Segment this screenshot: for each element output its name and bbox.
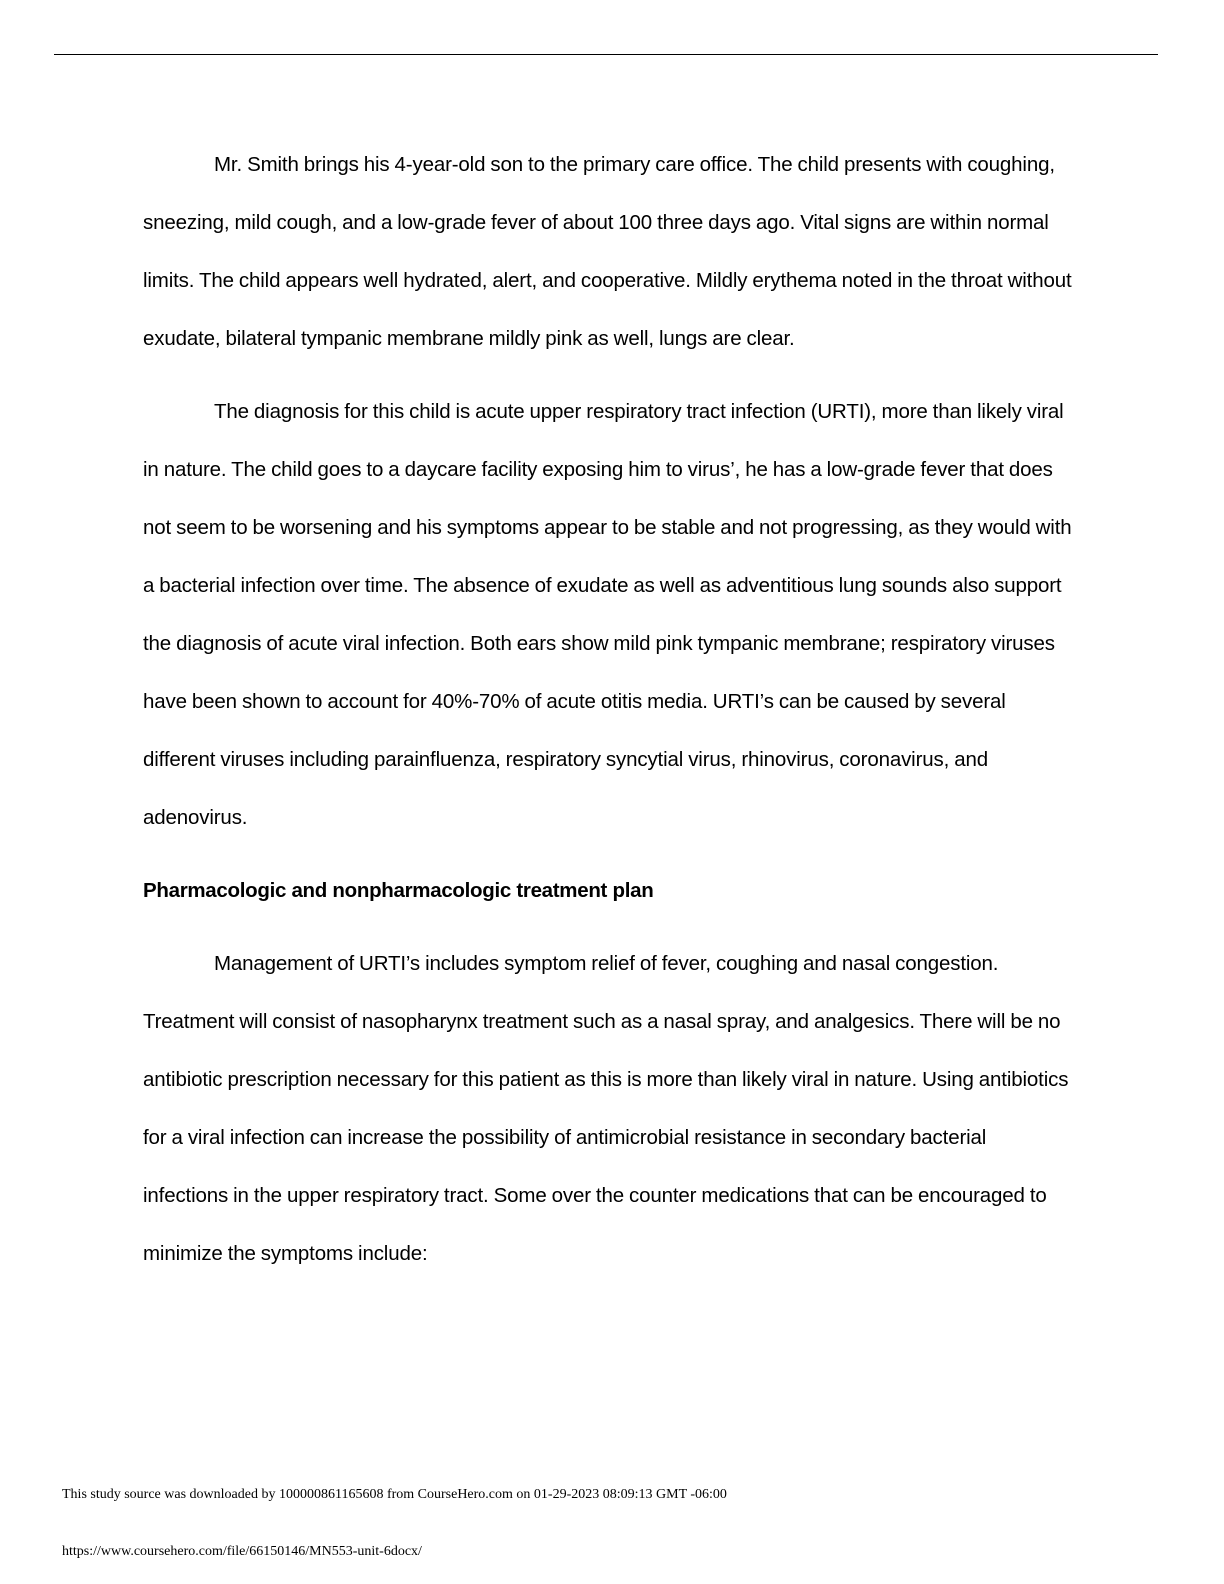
- download-source-notice: This study source was downloaded by 100000861165608 from CourseHero.com on 01-29-2023 08:09:13 GMT -06:00: [62, 1487, 727, 1502]
- treatment-paragraph: Management of URTI’s includes symptom relief of fever, coughing and nasal congestion. Treatment will consist of nasopharynx treatment such as a nasal spray, and analgesics. There will be no antibiotic prescription necessary for this patient as this is more than likely viral in nature. Using antibiotics for a viral infection can increase the possibility of antimicrobial resistance in secondary bacterial infections in the upper respiratory tract. Some over the counter medications that can be encouraged to minimize the symptoms include:: [143, 952, 1069, 1265]
- case-presentation-paragraph: Mr. Smith brings his 4-year-old son to the primary care office. The child presents with coughing, sneezing, mild cough, and a low-grade fever of about 100 three days ago. Vital signs are within normal limits. The child appears well hydrated, alert, and cooperative. Mildly erythema noted in the throat without exudate, bilateral tympanic membrane mildly pink as well, lungs are clear.: [143, 153, 1072, 350]
- document-body: [143, 136, 1073, 1298]
- treatment-plan-heading: Pharmacologic and nonpharmacologic treatment plan: [143, 879, 654, 902]
- diagnosis-paragraph: The diagnosis for this child is acute upper respiratory tract infection (URTI), more than likely viral in nature. The child goes to a daycare facility exposing him to virus’, he has a low-grade fever that does not seem to be worsening and his symptoms appear to be stable and not progressing, as they would with a bacterial infection over time. The absence of exudate as well as adventitious lung sounds also support the diagnosis of acute viral infection. Both ears show mild pink tympanic membrane; respiratory viruses have been shown to account for 40%-70% of acute otitis media. URTI’s can be caused by several different viruses including parainfluenza, respiratory syncytial virus, rhinovirus, coronavirus, and adenovirus.: [143, 400, 1072, 829]
- header-rule: [54, 54, 1158, 55]
- source-url: https://www.coursehero.com/file/66150146/MN553-unit-6docx/: [62, 1544, 422, 1559]
